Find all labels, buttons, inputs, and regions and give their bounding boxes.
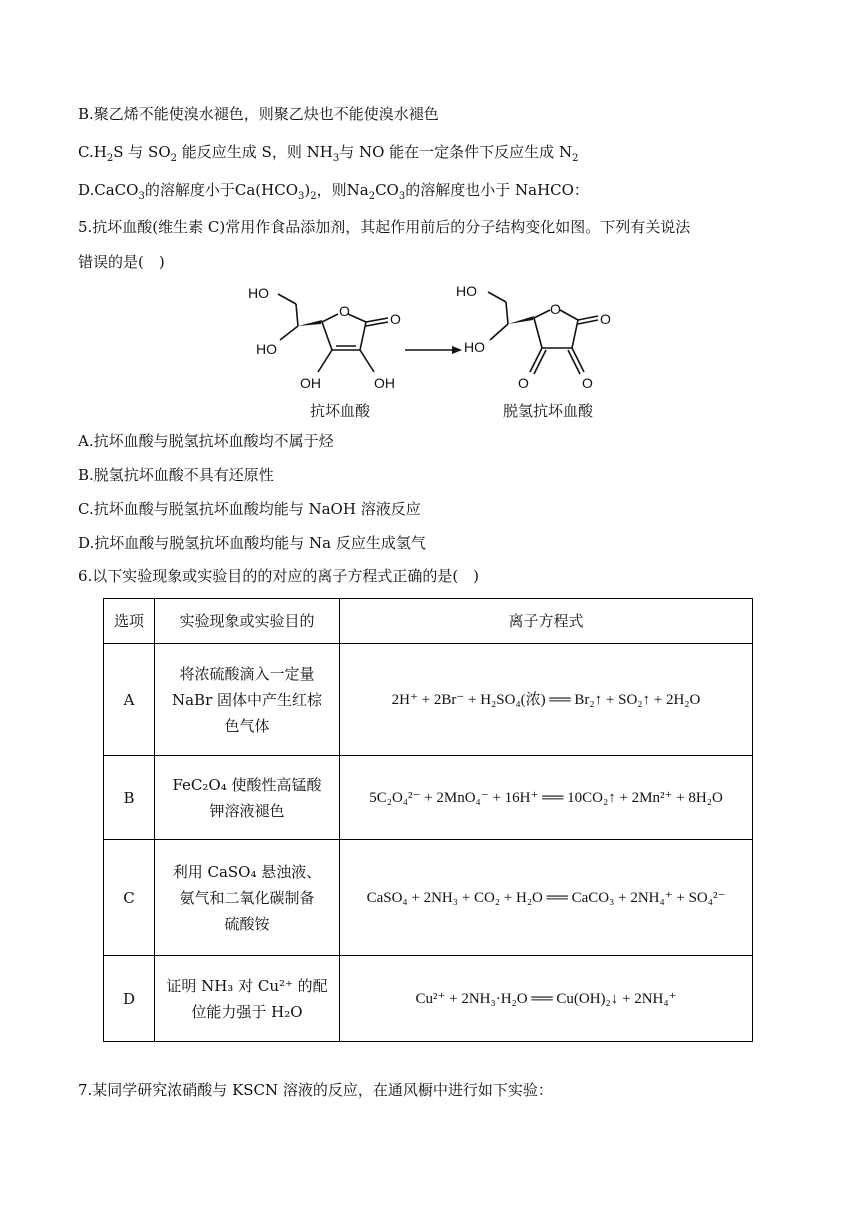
label-ho: HO: [464, 339, 485, 355]
table-row: [104, 644, 753, 756]
equation-cell: 5C₂O₄²⁻ + 2MnO₄⁻ + 16H⁺ ══ 10CO₂↑ + 2Mn²⁺ + 8H₂O: [340, 756, 753, 840]
label-ho: HO: [248, 285, 269, 301]
option-cell: C: [104, 840, 155, 956]
label-o: O: [582, 375, 593, 391]
label-o: O: [390, 311, 401, 327]
label-ho: HO: [456, 283, 477, 299]
ascorbic-acid-structure: [278, 294, 388, 372]
equation-cell: 2H⁺ + 2Br⁻ + H₂SO₄(浓) ══ Br₂↑ + SO₂↑ + 2H₂O: [340, 644, 753, 756]
header-phenomenon: 实验现象或实验目的: [155, 599, 340, 644]
table-header-row: [104, 599, 753, 644]
q5-option-c: C.抗坏血酸与脱氢抗坏血酸均能与 NaOH 溶液反应: [78, 500, 421, 518]
label-o: O: [550, 301, 561, 317]
dehydroascorbic-acid-structure: [488, 292, 598, 374]
table-row: [104, 956, 753, 1042]
label-o: O: [600, 311, 611, 327]
q6-stem: 6.以下实验现象或实验目的的对应的离子方程式正确的是( ): [78, 567, 480, 585]
option-cell: B: [104, 756, 155, 840]
description-cell: 利用 CaSO₄ 悬浊液、 氨气和二氧化碳制备 硫酸铵: [155, 840, 340, 956]
q5-option-b: B.脱氢抗坏血酸不具有还原性: [78, 466, 274, 484]
header-equation: 离子方程式: [340, 599, 753, 644]
label-o: O: [518, 375, 529, 391]
ion-equation-table: [103, 598, 753, 1042]
description-cell: FeC₂O₄ 使酸性高锰酸 钾溶液褪色: [155, 756, 340, 840]
label-oh: OH: [374, 375, 395, 391]
option-cell: D: [104, 956, 155, 1042]
q4-option-b: B.聚乙烯不能使溴水褪色，则聚乙炔也不能使溴水褪色: [78, 105, 439, 123]
label-o: O: [339, 303, 350, 319]
description-cell: 将浓硫酸滴入一定量 NaBr 固体中产生红棕 色气体: [155, 644, 340, 756]
q5-option-a: A.抗坏血酸与脱氢抗坏血酸均不属于烃: [78, 432, 334, 450]
q5-stem: 5.抗坏血酸(维生素 C)常用作食品添加剂，其起作用前后的分子结构变化如图。下列有关说法: [78, 218, 691, 236]
option-cell: A: [104, 644, 155, 756]
q5-option-d: D.抗坏血酸与脱氢抗坏血酸均能与 Na 反应生成氢气: [78, 534, 426, 552]
q7-stem: 7.某同学研究浓硝酸与 KSCN 溶液的反应，在通风橱中进行如下实验：: [78, 1081, 553, 1099]
label-oh: OH: [300, 375, 321, 391]
equation-cell: CaSO₄ + 2NH₃ + CO₂ + H₂O ══ CaCO₃ + 2NH₄⁺ + SO₄²⁻: [340, 840, 753, 956]
right-caption: 脱氢抗坏血酸: [503, 402, 594, 420]
q4-option-c: $C.H_2S$ 与 $SO_2$ 能反应生成 S，则 $NH_3$与 NO 能在一定条件下反应生成 $N_2$: [78, 143, 579, 164]
q5-stem-cont: 错误的是( ): [78, 253, 165, 271]
left-caption: 抗坏血酸: [310, 402, 371, 420]
label-ho: HO: [256, 341, 277, 357]
equation-cell: Cu²⁺ + 2NH₃·H₂O ══ Cu(OH)₂↓ + 2NH₄⁺: [340, 956, 753, 1042]
table-row: [104, 756, 753, 840]
q4-option-d: D.CaCO$_3$的溶解度小于$Ca(HCO_3)_2$，则$Na_2CO_3$的溶解度也小于 NaHCO：: [78, 181, 589, 202]
header-option: 选项: [104, 599, 155, 644]
table-row: [104, 840, 753, 956]
description-cell: 证明 NH₃ 对 Cu²⁺ 的配 位能力强于 H₂O: [155, 956, 340, 1042]
